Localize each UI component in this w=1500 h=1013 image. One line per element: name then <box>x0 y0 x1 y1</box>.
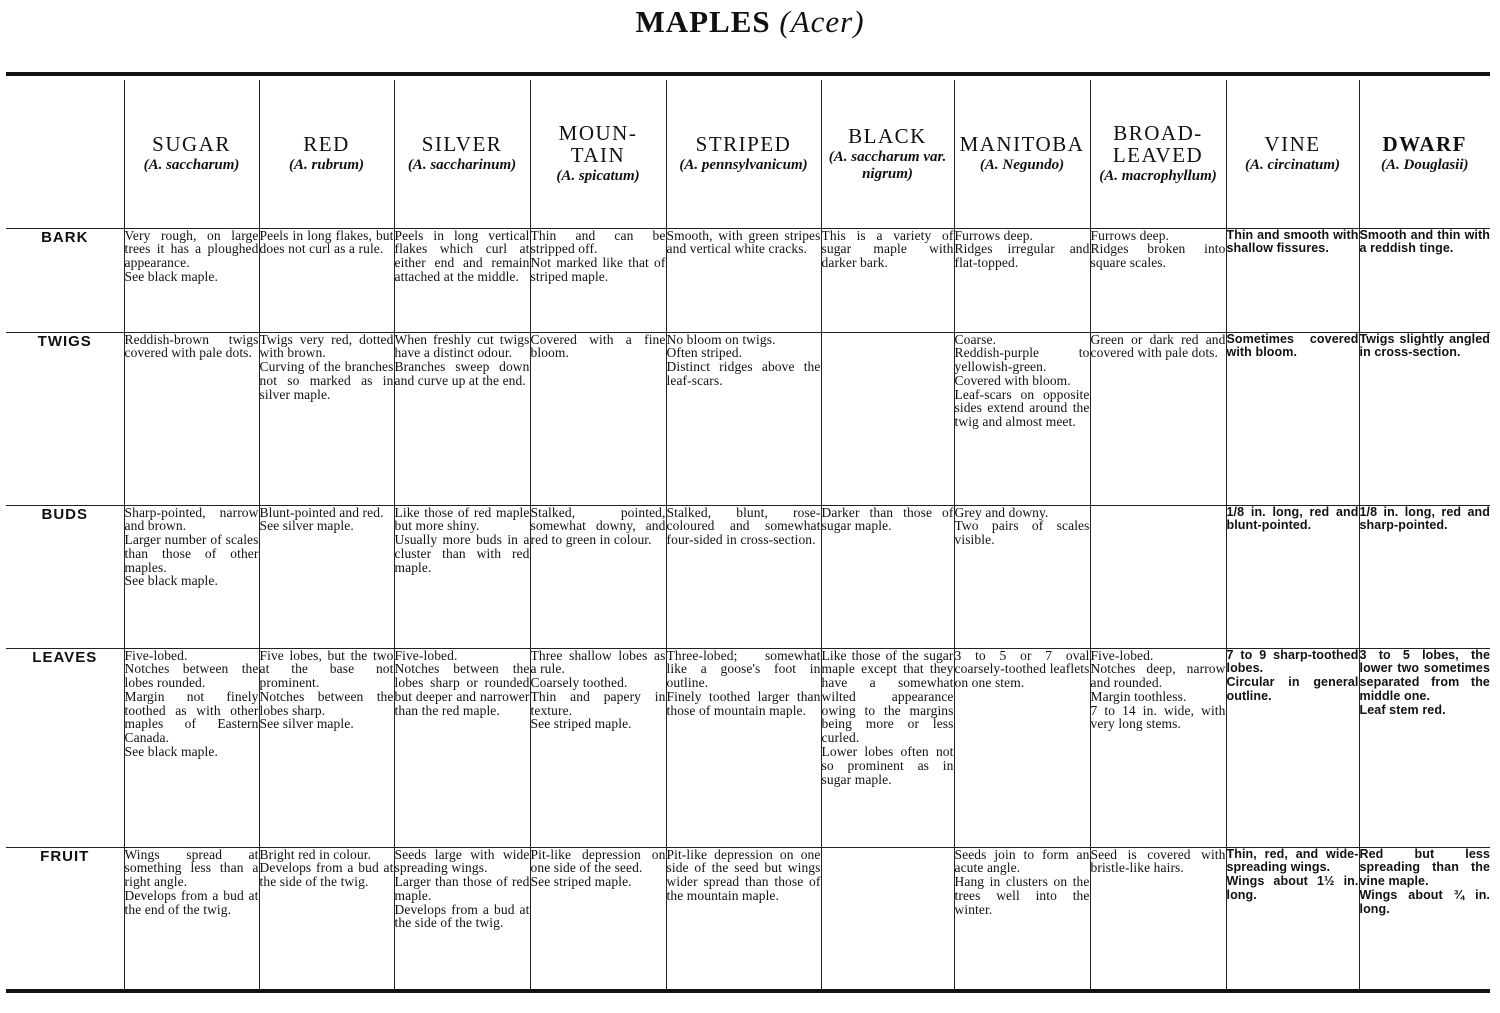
table-cell <box>124 648 259 847</box>
table-row <box>6 505 1490 648</box>
table-cell <box>1090 228 1226 332</box>
cell-text: Peels in long flakes, but does not curl as a rule. <box>259 228 394 257</box>
table-cell <box>954 847 1090 989</box>
column-name: DWARF <box>1382 132 1467 157</box>
cell-text: Thin, red, and wide-spreading wings. Wings about 1½ in. long. <box>1226 847 1359 902</box>
cell-text: Seeds join to form an acute angle. Hang in clusters on the trees well into the winter. <box>954 847 1090 917</box>
table-cell <box>1090 648 1226 847</box>
table-cell <box>954 505 1090 648</box>
table-cell <box>1359 847 1490 989</box>
cell-text: Red but less spreading than the vine maple. Wings about ¾ in. long. <box>1359 847 1490 916</box>
cell-text: Green or dark red and covered with pale dots. <box>1090 332 1226 361</box>
cell-text: Three shallow lobes as a rule. Coarsely toothed. Thin and papery in texture. See striped maple. <box>530 648 666 732</box>
column-header <box>1359 80 1490 228</box>
column-name: MOUN- TAIN <box>558 121 638 168</box>
table-cell <box>259 332 394 505</box>
table-cell <box>394 332 530 505</box>
column-scientific-name: (A. saccharum) <box>143 157 240 174</box>
title-scientific: (Acer) <box>779 4 865 39</box>
column-header <box>124 80 259 228</box>
cell-text: 3 to 5 or 7 oval coarsely-toothed leaflets on one stem. <box>954 648 1090 691</box>
cell-text: Like those of red maple but more shiny. Usually more buds in a cluster than with red maple. <box>394 505 530 575</box>
table-cell <box>530 648 666 847</box>
column-header <box>530 80 666 228</box>
column-name: SILVER <box>421 132 503 157</box>
row-label: BARK <box>6 228 124 332</box>
column-scientific-name: (A. Douglasii) <box>1380 157 1469 174</box>
cell-text: This is a variety of sugar maple with darker bark. <box>821 228 954 271</box>
column-name: BROAD- LEAVED <box>1112 121 1204 168</box>
column-scientific-name: (A. pennsylvanicum) <box>679 157 808 174</box>
cell-text: Five lobes, but the two at the base not prominent. Notches between the lobes sharp. See silver maple. <box>259 648 394 732</box>
column-name: BLACK <box>848 123 927 148</box>
column-header <box>259 80 394 228</box>
table-cell <box>821 847 954 989</box>
table-cell <box>666 332 821 505</box>
row-label: TWIGS <box>6 332 124 505</box>
column-name: STRIPED <box>695 132 792 157</box>
top-rule <box>6 72 1490 76</box>
table-cell <box>954 648 1090 847</box>
cell-text: Seeds large with wide spreading wings. Larger than those of red maple. Develops from a bud at the side of the twig. <box>394 847 530 931</box>
table-cell <box>394 228 530 332</box>
cell-text: Grey and downy. Two pairs of scales visible. <box>954 505 1090 548</box>
cell-text: Bright red in colour. Develops from a bud at the side of the twig. <box>259 847 394 890</box>
table-cell <box>1090 847 1226 989</box>
table-cell <box>954 228 1090 332</box>
column-scientific-name: (A. circinatum) <box>1244 157 1340 174</box>
cell-text: Stalked, pointed, somewhat downy, and red to green in colour. <box>530 505 666 548</box>
table-cell <box>1359 505 1490 648</box>
table-cell <box>259 648 394 847</box>
column-name: SUGAR <box>152 132 231 157</box>
table-cell <box>1226 847 1359 989</box>
cell-text: 1/8 in. long, red and blunt-pointed. <box>1226 505 1359 533</box>
cell-text: Thin and smooth with shallow fissures. <box>1226 228 1359 256</box>
table-cell <box>1226 332 1359 505</box>
table-row <box>6 332 1490 505</box>
cell-text: Darker than those of sugar maple. <box>821 505 954 534</box>
table-cell <box>259 847 394 989</box>
table-cell <box>666 847 821 989</box>
cell-text: Smooth, with green stripes and vertical white cracks. <box>666 228 821 257</box>
column-name: RED <box>303 132 350 157</box>
cell-text: 7 to 9 sharp-toothed lobes. Circular in general outline. <box>1226 648 1359 703</box>
cell-text: Pit-like depression on one side of the seed but wings wider spread than those of the mountain maple. <box>666 847 821 903</box>
cell-text: 1/8 in. long, red and sharp-pointed. <box>1359 505 1490 533</box>
table-cell <box>124 228 259 332</box>
table-cell <box>394 847 530 989</box>
column-scientific-name: (A. saccharum var. nigrum) <box>828 148 947 182</box>
page-title <box>0 4 1500 40</box>
cell-text: Smooth and thin with a reddish tinge. <box>1359 228 1490 256</box>
cell-text: Seed is covered with bristle-like hairs. <box>1090 847 1226 876</box>
table-cell <box>394 648 530 847</box>
cell-text: Sharp-pointed, narrow and brown. Larger number of scales than those of other maples. See black maple. <box>124 505 259 589</box>
table-cell <box>259 228 394 332</box>
cell-text: Twigs slightly angled in cross-section. <box>1359 332 1490 360</box>
cell-text: Five-lobed. Notches between the lobes sharp or rounded but deeper and narrower than the red maple. <box>394 648 530 718</box>
table-cell <box>1359 648 1490 847</box>
table-row <box>6 228 1490 332</box>
table-cell <box>666 648 821 847</box>
title-main: MAPLES <box>635 4 771 39</box>
table-cell <box>124 332 259 505</box>
cell-text: Furrows deep. Ridges broken into square scales. <box>1090 228 1226 271</box>
table-cell <box>1090 332 1226 505</box>
table-cell <box>821 228 954 332</box>
column-name: VINE <box>1264 132 1321 157</box>
cell-text: Blunt-pointed and red. See silver maple. <box>259 505 384 534</box>
cell-text: Reddish-brown twigs covered with pale dots. <box>124 332 259 361</box>
table-cell <box>1226 228 1359 332</box>
cell-text: Five-lobed. Notches between the lobes rounded. Margin not finely toothed as with other maples of Eastern Canada. See black maple. <box>124 648 259 760</box>
cell-text: Covered with a fine bloom. <box>530 332 666 361</box>
table-cell <box>259 505 394 648</box>
table-cell <box>666 505 821 648</box>
corner-cell <box>6 80 124 228</box>
table-cell <box>666 228 821 332</box>
cell-text: Pit-like depression on one side of the seed. See striped maple. <box>530 847 666 890</box>
column-scientific-name: (A. rubrum) <box>288 157 365 174</box>
cell-text: Five-lobed. Notches deep, narrow and rounded. Margin toothless. 7 to 14 in. wide, with very long stems. <box>1090 648 1226 732</box>
table-cell <box>1359 228 1490 332</box>
cell-text: No bloom on twigs. Often striped. Distinct ridges above the leaf-scars. <box>666 332 821 388</box>
table-cell <box>1090 505 1226 648</box>
table-cell <box>1226 648 1359 847</box>
header-row <box>6 80 1490 228</box>
column-scientific-name: (A. macrophyllum) <box>1099 168 1217 185</box>
cell-text: Furrows deep. Ridges irregular and flat-topped. <box>954 228 1090 271</box>
cell-text: Sometimes covered with bloom. <box>1226 332 1359 360</box>
column-header <box>666 80 821 228</box>
maples-table <box>6 80 1490 989</box>
table-cell <box>530 505 666 648</box>
cell-text: Like those of the sugar maple except that they have a somewhat wilted appearance owing to the margins being more or less curled. Lower lobes often not so prominent as in sugar maple. <box>821 648 954 787</box>
cell-text: Peels in long vertical flakes which curl at either end and remain attached at the middle. <box>394 228 530 284</box>
column-header <box>1226 80 1359 228</box>
table-cell <box>821 332 954 505</box>
column-scientific-name: (A. saccharinum) <box>407 157 517 174</box>
table-cell <box>530 228 666 332</box>
column-scientific-name: (A. spicatum) <box>556 168 640 185</box>
cell-text: When freshly cut twigs have a distinct odour. Branches sweep down and curve up at the end. <box>394 332 530 388</box>
cell-text: 3 to 5 lobes, the lower two sometimes separated from the middle one. Leaf stem red. <box>1359 648 1490 717</box>
table-cell <box>124 847 259 989</box>
row-label: LEAVES <box>6 648 124 847</box>
table-row <box>6 847 1490 989</box>
cell-text: Very rough, on large trees it has a ploughed appearance. See black maple. <box>124 228 259 284</box>
bottom-rule <box>6 989 1490 993</box>
table-cell <box>821 648 954 847</box>
table-cell <box>124 505 259 648</box>
table-row <box>6 648 1490 847</box>
column-header <box>821 80 954 228</box>
cell-text: Coarse. Reddish-purple to yellowish-green. Covered with bloom. Leaf-scars on opposite sides extend around the twig and almost meet. <box>954 332 1090 430</box>
column-header <box>1090 80 1226 228</box>
table-cell <box>394 505 530 648</box>
cell-text: Stalked, blunt, rose-coloured and somewhat four-sided in cross-section. <box>666 505 821 548</box>
table-cell <box>530 332 666 505</box>
table-cell <box>954 332 1090 505</box>
table-cell <box>821 505 954 648</box>
cell-text: Wings spread at something less than a right angle. Develops from a bud at the end of the twig. <box>124 847 259 917</box>
column-name: MANITOBA <box>959 132 1085 157</box>
cell-text: Thin and can be stripped off. Not marked like that of striped maple. <box>530 228 666 284</box>
column-header <box>954 80 1090 228</box>
table-cell <box>1226 505 1359 648</box>
table-cell <box>1359 332 1490 505</box>
column-scientific-name: (A. Negundo) <box>979 157 1065 174</box>
cell-text: Three-lobed; somewhat like a goose's foot in outline. Finely toothed larger than those of mountain maple. <box>666 648 821 718</box>
column-header <box>394 80 530 228</box>
row-label: FRUIT <box>6 847 124 989</box>
table-cell <box>530 847 666 989</box>
cell-text: Twigs very red, dotted with brown. Curving of the branches not so marked as in silver maple. <box>259 332 394 402</box>
row-label: BUDS <box>6 505 124 648</box>
